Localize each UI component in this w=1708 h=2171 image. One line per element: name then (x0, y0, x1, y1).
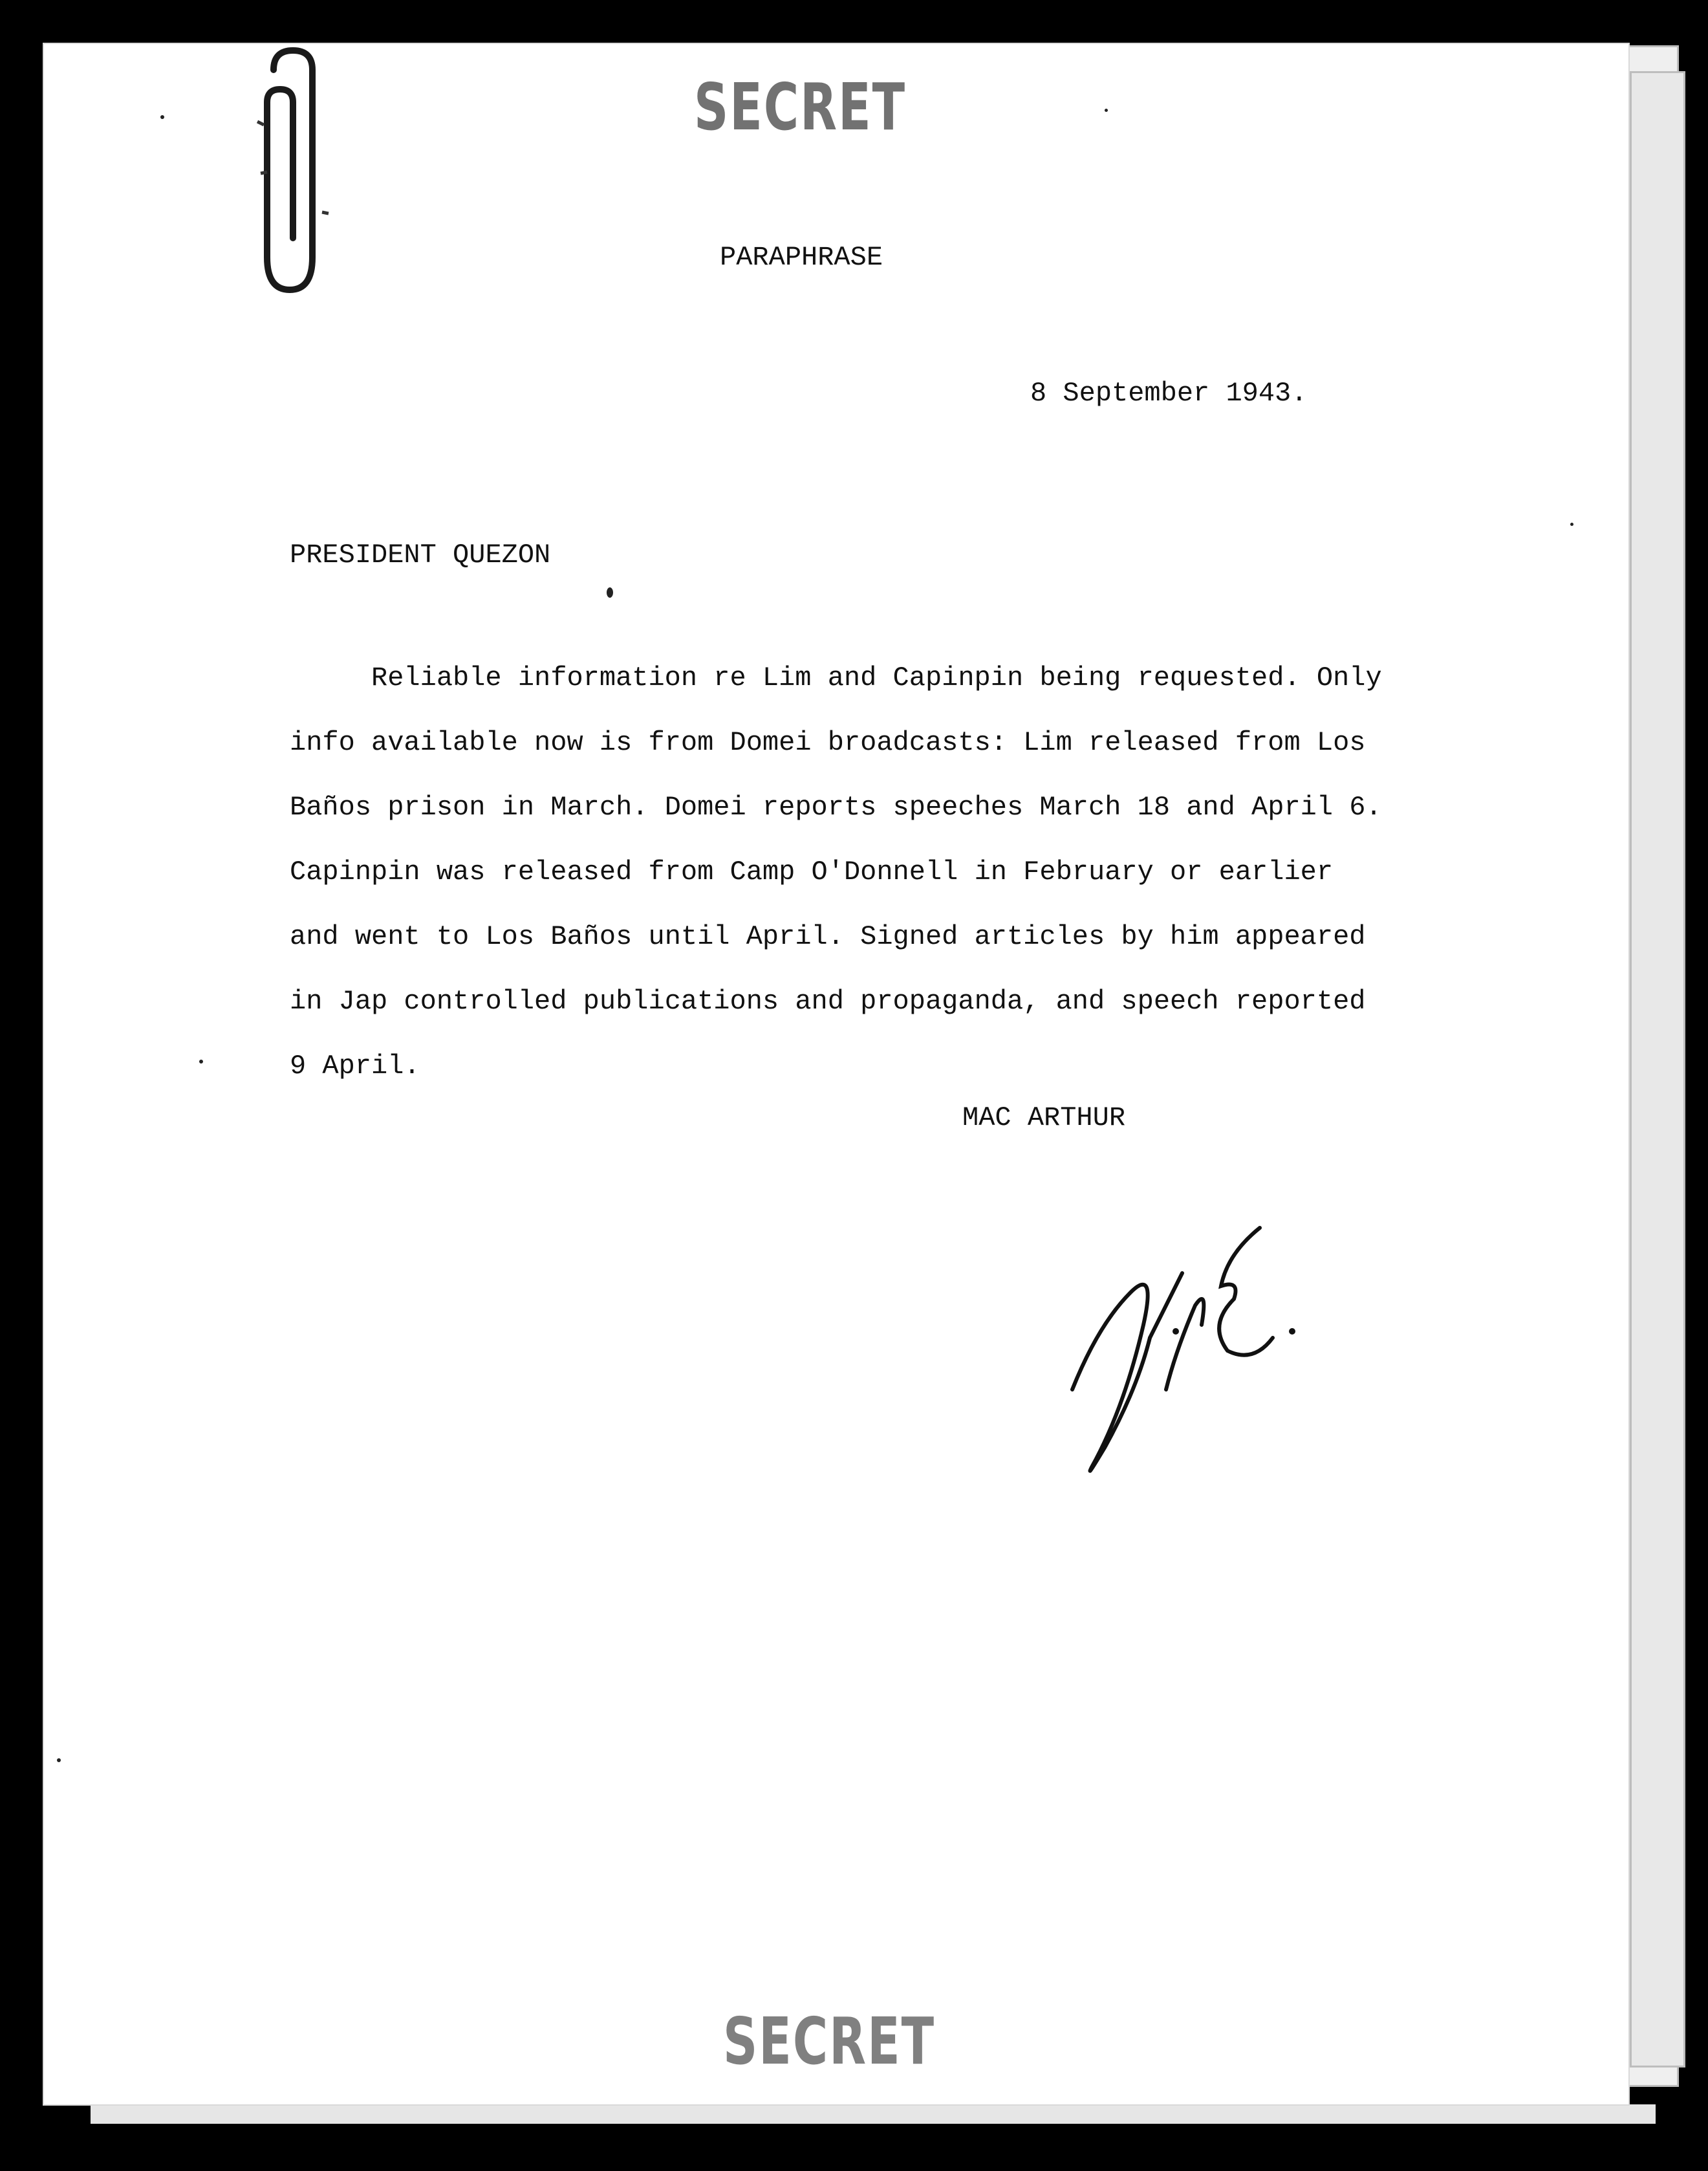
paper-speck (1570, 523, 1573, 526)
back-sheet-bottom (91, 2104, 1656, 2124)
body-line: Capinpin was released from Camp O'Donnell in February or earlier (290, 856, 1334, 888)
paper-speck (199, 1060, 203, 1064)
signer-name: MAC ARTHUR (962, 1102, 1126, 1133)
body-line: in Jap controlled publications and propaganda, and speech reported (290, 986, 1366, 1017)
secret-stamp-bottom: SECRET (723, 2004, 936, 2080)
paper-speck (607, 587, 613, 598)
document-heading: PARAPHRASE (720, 242, 883, 273)
body-line: 9 April. (290, 1051, 420, 1082)
paper-speck (57, 1758, 61, 1762)
body-line: info available now is from Domei broadcasts: Lim released from Los (290, 727, 1366, 758)
document-date: 8 September 1943. (1030, 378, 1308, 409)
addressee: PRESIDENT QUEZON (290, 540, 551, 571)
paper-clip-icon (238, 44, 341, 316)
back-sheet (1630, 71, 1685, 2067)
message-body (290, 646, 1382, 1098)
body-line: and went to Los Baños until April. Signed articles by him appeared (290, 921, 1366, 952)
handwritten-initials (1046, 1195, 1318, 1493)
paper-speck (1105, 109, 1108, 112)
secret-stamp-top: SECRET (694, 70, 907, 146)
body-line: Reliable information re Lim and Capinpin being requested. Only (371, 662, 1382, 693)
paper-speck (160, 115, 164, 119)
body-line: Baños prison in March. Domei reports speeches March 18 and April 6. (290, 792, 1382, 823)
document-page (44, 44, 1628, 2104)
